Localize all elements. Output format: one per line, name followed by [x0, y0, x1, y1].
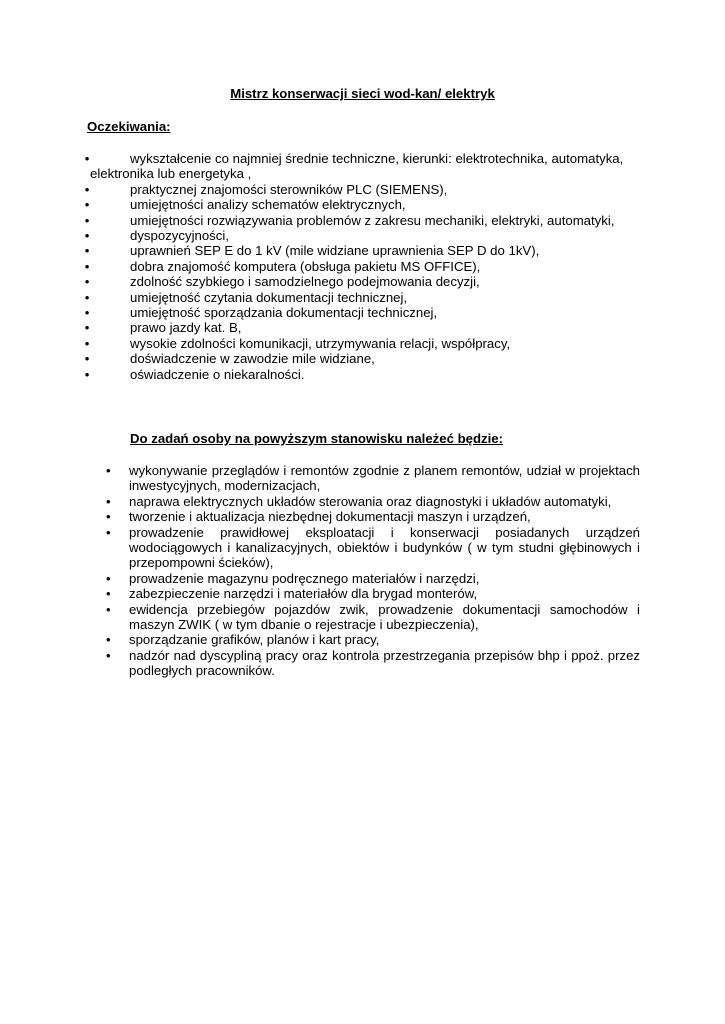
list-item-text: prowadzenie magazynu podręcznego materiałów i narzędzi, — [129, 570, 480, 586]
list-item-text: umiejętność czytania dokumentacji technicznej, — [130, 289, 408, 305]
bullet-icon: • — [84, 228, 90, 244]
list-item-text: umiejętności analizy schematów elektrycznych, — [130, 197, 406, 213]
list-item-text: wysokie zdolności komunikacji, utrzymywania relacji, współpracy, — [130, 335, 511, 351]
list-item-text: ewidencja przebiegów pojazdów zwik, prowadzenie dokumentacji samochodów i maszyn ZWIK ( w tym dbanie o rejestracje i ubezpieczenia), — [129, 601, 640, 633]
list-item — [80, 182, 640, 197]
list-item — [106, 648, 640, 679]
list-item-text: doświadczenie w zawodzie mile widziane, — [130, 351, 375, 367]
list-item — [106, 632, 640, 647]
bullet-icon: • — [84, 305, 90, 321]
list-item — [106, 571, 640, 586]
requirements-list — [80, 151, 640, 382]
bullet-icon: • — [84, 289, 90, 305]
list-item-text: zdolność szybkiego i samodzielnego podejmowania decyzji, — [130, 274, 480, 290]
list-item — [80, 305, 640, 320]
bullet-icon: • — [106, 509, 111, 525]
list-item — [106, 463, 640, 494]
list-item-text: nadzór nad dyscypliną pracy oraz kontrola przestrzegania przepisów bhp i ppoż. przez podległych pracowników. — [129, 647, 640, 679]
list-item — [80, 213, 640, 228]
bullet-icon: • — [106, 463, 111, 478]
bullet-icon: • — [84, 181, 90, 197]
list-item — [80, 367, 640, 382]
bullet-icon: • — [84, 366, 90, 382]
document-title: Mistrz konserwacji sieci wod-kan/ elektryk — [230, 86, 495, 101]
bullet-icon: • — [106, 524, 111, 540]
list-item-text: wykształcenie co najmniej średnie techniczne, kierunki: elektrotechnika, automatyka, — [130, 151, 624, 166]
bullet-icon: • — [84, 151, 90, 166]
bullet-icon: • — [84, 320, 90, 336]
bullet-icon: • — [84, 351, 90, 367]
bullet-icon: • — [106, 601, 111, 617]
list-item-text: sporządzanie grafików, planów i kart pracy, — [129, 632, 380, 648]
list-item — [80, 351, 640, 366]
list-item-text: uprawnień SEP E do 1 kV (mile widziane uprawnienia SEP D do 1kV), — [130, 243, 540, 259]
list-item — [106, 509, 640, 524]
bullet-icon: • — [106, 632, 111, 648]
list-item-text: tworzenie i aktualizacja niezbędnej dokumentacji maszyn i urządzeń, — [129, 509, 531, 525]
list-item-continuation: elektronika lub energetyka , — [90, 166, 252, 182]
list-item-text: praktycznej znajomości sterowników PLC (SIEMENS), — [130, 181, 448, 197]
bullet-icon: • — [84, 335, 90, 351]
list-item — [80, 151, 640, 182]
bullet-icon: • — [84, 243, 90, 259]
list-item — [80, 197, 640, 212]
list-item-text: wykonywanie przeglądów i remontów zgodnie z planem remontów, udział w projektach inwestycyjnych, modernizacjach, — [129, 463, 640, 494]
duties-heading: Do zadań osoby na powyższym stanowisku należeć będzie: — [130, 431, 504, 446]
list-item-text: dobra znajomość komputera (obsługa pakietu MS OFFICE), — [130, 258, 481, 274]
list-item — [106, 494, 640, 509]
list-item-text: prowadzenie prawidłowej eksploatacji i konserwacji posiadanych urządzeń wodociągowych i kanalizacyjnych, obiektów i budynków ( w tym studni głębinowych i przepompowni ścieków), — [129, 524, 640, 571]
duties-list — [106, 463, 640, 679]
list-item-text: oświadczenie o niekaralności. — [130, 366, 305, 382]
list-item — [106, 586, 640, 601]
list-item — [106, 525, 640, 571]
list-item — [80, 320, 640, 335]
list-item-text: dyspozycyjności, — [130, 228, 229, 244]
list-item — [80, 290, 640, 305]
list-item-text: umiejętności rozwiązywania problemów z zakresu mechaniki, elektryki, automatyki, — [130, 212, 615, 228]
bullet-icon: • — [84, 274, 90, 290]
bullet-icon: • — [84, 197, 90, 213]
list-item-text: zabezpieczenie narzędzi i materiałów dla brygad monterów, — [129, 586, 478, 602]
bullet-icon: • — [106, 570, 111, 586]
list-item — [80, 274, 640, 289]
list-item-text: prawo jazdy kat. B, — [130, 320, 242, 336]
list-item-text: naprawa elektrycznych układów sterowania oraz diagnostyki i układów automatyki, — [129, 493, 612, 509]
list-item — [80, 336, 640, 351]
bullet-icon: • — [84, 212, 90, 228]
requirements-heading: Oczekiwania: — [87, 119, 171, 134]
list-item — [80, 228, 640, 243]
list-item-text: umiejętność sporządzania dokumentacji technicznej, — [130, 305, 438, 321]
list-item — [80, 259, 640, 274]
list-item — [80, 243, 640, 258]
bullet-icon: • — [84, 258, 90, 274]
bullet-icon: • — [106, 647, 111, 663]
bullet-icon: • — [106, 586, 111, 602]
list-item — [106, 602, 640, 633]
bullet-icon: • — [106, 493, 111, 509]
